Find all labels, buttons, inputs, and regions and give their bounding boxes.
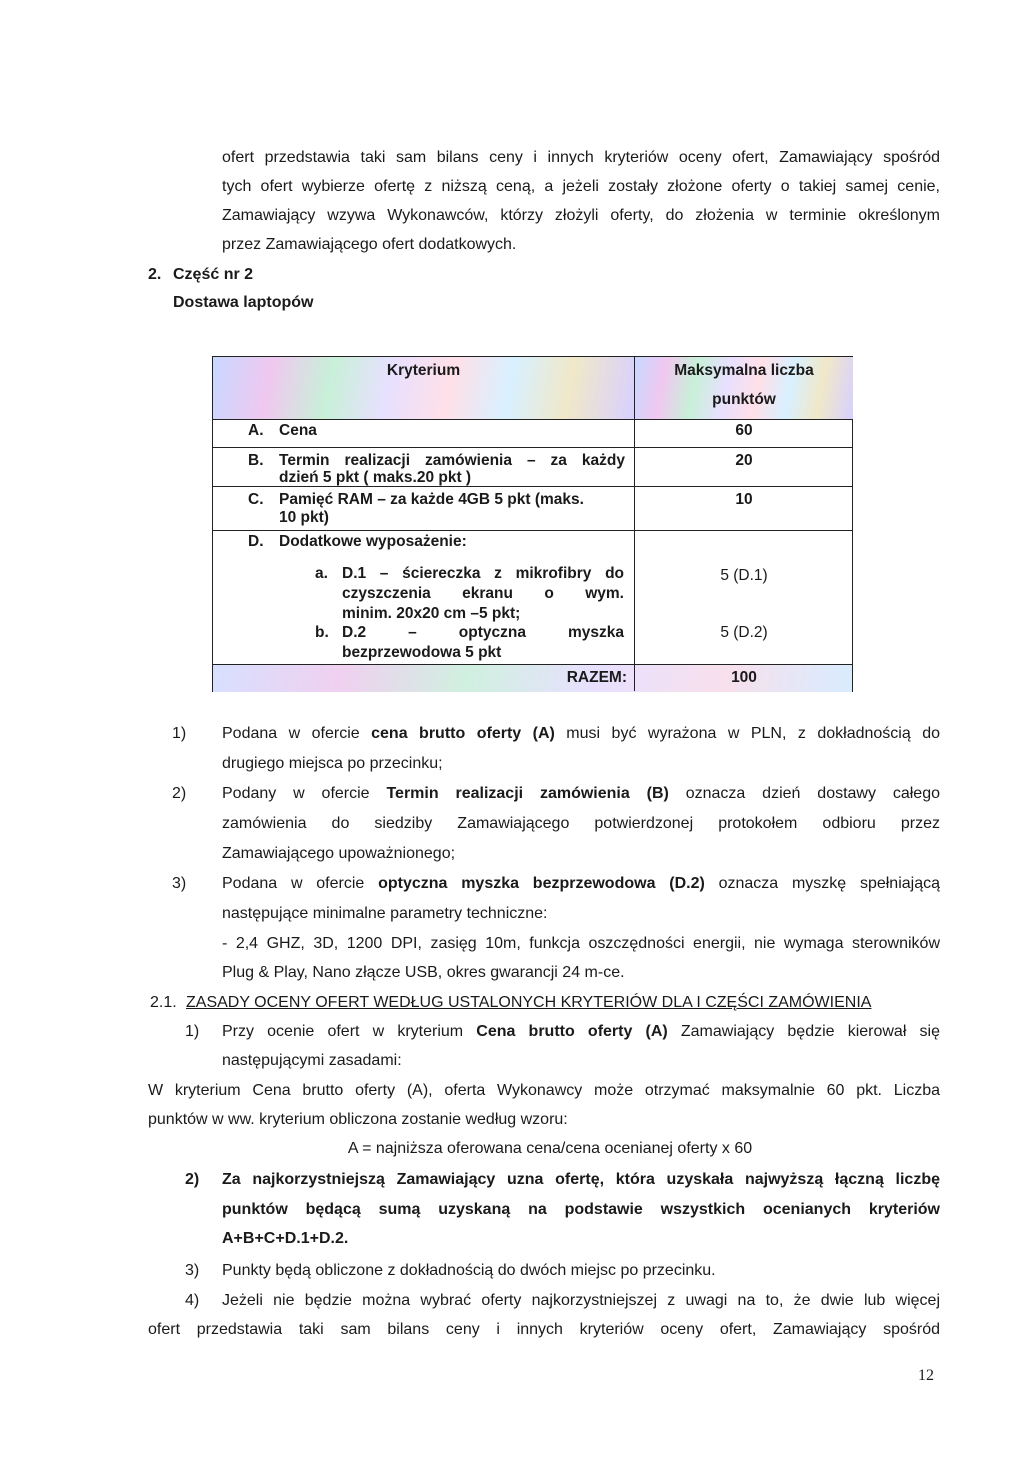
note-1-line: drugiego miejsca po przecinku; <box>222 755 443 772</box>
table-header-criterion: Kryterium <box>386 362 461 379</box>
criteria-table <box>212 356 853 692</box>
row-a-points: 60 <box>735 422 753 439</box>
rule-2-line: Za najkorzystniejszą Zamawiający uzna ofertę, która uzyskała najwyższą łączną liczbę <box>222 1171 940 1188</box>
row-d2-label: b. <box>315 624 329 641</box>
rule-number: 4) <box>185 1292 200 1309</box>
rule-number: 1) <box>185 1023 200 1040</box>
formula: A = najniższa oferowana cena/cena ocenianej oferty x 60 <box>347 1140 753 1157</box>
row-d-label: D. <box>248 533 264 550</box>
note-3-line: Podana w ofercie optyczna myszka bezprzewodowa (D.2) oznacza myszkę spełniającą <box>222 875 941 892</box>
row-c-text: 10 pkt) <box>279 509 329 526</box>
total-points: 100 <box>731 669 757 686</box>
rule-4-line: Jeżeli nie będzie można wybrać oferty najkorzystniejszej z uwagi na to, że dwie lub więcej <box>222 1292 940 1309</box>
table-divider <box>213 530 852 531</box>
intro-line: przez Zamawiającego ofert dodatkowych. <box>222 236 517 253</box>
row-d1-text: czyszczenia ekranu o wym. <box>342 585 624 602</box>
criterion-paragraph-line: punktów w ww. kryterium obliczona zostanie według wzoru: <box>148 1111 568 1128</box>
criterion-paragraph-line: W kryterium Cena brutto oferty (A), oferta Wykonawcy może otrzymać maksymalnie 60 pkt. Liczba <box>148 1082 940 1099</box>
rule-1-line: następującymi zasadami: <box>222 1052 402 1069</box>
row-a-label: A. <box>248 422 264 439</box>
row-b-text: Termin realizacji zamówienia – za każdy <box>279 452 625 469</box>
intro-line: Zamawiający wzywa Wykonawców, którzy złożyli oferty, do złożenia w terminie określonym <box>222 207 940 224</box>
note-number: 1) <box>172 725 187 742</box>
note-3-line: - 2,4 GHZ, 3D, 1200 DPI, zasięg 10m, funkcja oszczędności energii, nie wymaga sterowników <box>222 935 940 952</box>
row-d2-text: D.2 – optyczna myszka <box>342 624 624 641</box>
page-number: 12 <box>918 1367 934 1384</box>
row-b-label: B. <box>248 452 264 469</box>
row-a-text: Cena <box>279 422 317 439</box>
row-d1-text: D.1 – ściereczka z mikrofibry do <box>342 565 624 582</box>
row-b-points: 20 <box>735 452 753 469</box>
intro-line: ofert przedstawia taki sam bilans ceny i innych kryteriów oceny ofert, Zamawiający spośród <box>222 149 940 166</box>
row-d1-points: 5 (D.1) <box>720 567 768 584</box>
row-d2-text: bezprzewodowa 5 pkt <box>342 644 502 661</box>
note-number: 3) <box>172 875 187 892</box>
row-d2-points: 5 (D.2) <box>720 624 768 641</box>
row-d-text: Dodatkowe wyposażenie: <box>279 533 467 550</box>
rules-heading: ZASADY OCENY OFERT WEDŁUG USTALONYCH KRYTERIÓW DLA I CZĘŚCI ZAMÓWIENIA <box>186 994 872 1011</box>
rule-4-line: ofert przedstawia taki sam bilans ceny i innych kryteriów oceny ofert, Zamawiający spośród <box>148 1321 940 1338</box>
note-2-line: zamówienia do siedziby Zamawiającego potwierdzonej protokołem odbioru przez <box>222 815 940 832</box>
note-number: 2) <box>172 785 187 802</box>
rule-2-line: A+B+C+D.1+D.2. <box>222 1230 349 1247</box>
row-d1-label: a. <box>315 565 328 582</box>
rule-3-line: Punkty będą obliczone z dokładnością do dwóch miejsc po przecinku. <box>222 1262 716 1279</box>
note-3-line: Plug & Play, Nano złącze USB, okres gwarancji 24 m-ce. <box>222 964 625 981</box>
row-c-points: 10 <box>735 491 753 508</box>
rules-heading-number: 2.1. <box>150 994 177 1011</box>
section-title: Część nr 2 <box>173 266 254 283</box>
rule-1-line: Przy ocenie ofert w kryterium Cena brutto oferty (A) Zamawiający będzie kierował się <box>222 1023 940 1040</box>
total-label: RAZEM: <box>566 669 627 686</box>
note-2-line: Zamawiającego upoważnionego; <box>222 845 456 862</box>
row-c-text: Pamięć RAM – za każde 4GB 5 pkt (maks. <box>279 491 584 508</box>
section-subtitle: Dostawa laptopów <box>173 294 314 311</box>
table-divider <box>213 664 852 665</box>
rule-number: 2) <box>185 1171 200 1188</box>
table-header-points: punktów <box>712 391 776 408</box>
rule-number: 3) <box>185 1262 200 1279</box>
table-divider <box>213 447 852 448</box>
row-c-label: C. <box>248 491 264 508</box>
note-1-line: Podana w ofercie cena brutto oferty (A) musi być wyrażona w PLN, z dokładnością do <box>222 725 940 742</box>
row-b-text: dzień 5 pkt ( maks.20 pkt ) <box>279 469 472 486</box>
row-d1-text: minim. 20x20 cm –5 pkt; <box>342 605 521 622</box>
note-3-line: następujące minimalne parametry techniczne: <box>222 905 548 922</box>
rule-2-line: punktów będącą sumą uzyskaną na podstawie wszystkich ocenianych kryteriów <box>222 1201 940 1218</box>
table-header-points: Maksymalna liczba <box>674 362 814 379</box>
note-2-line: Podany w ofercie Termin realizacji zamówienia (B) oznacza dzień dostawy całego <box>222 785 941 802</box>
table-divider <box>213 419 852 420</box>
intro-line: tych ofert wybierze ofertę z niższą ceną, a jeżeli zostały złożone oferty o takiej samej cenie, <box>222 178 940 195</box>
section-number: 2. <box>148 266 162 283</box>
